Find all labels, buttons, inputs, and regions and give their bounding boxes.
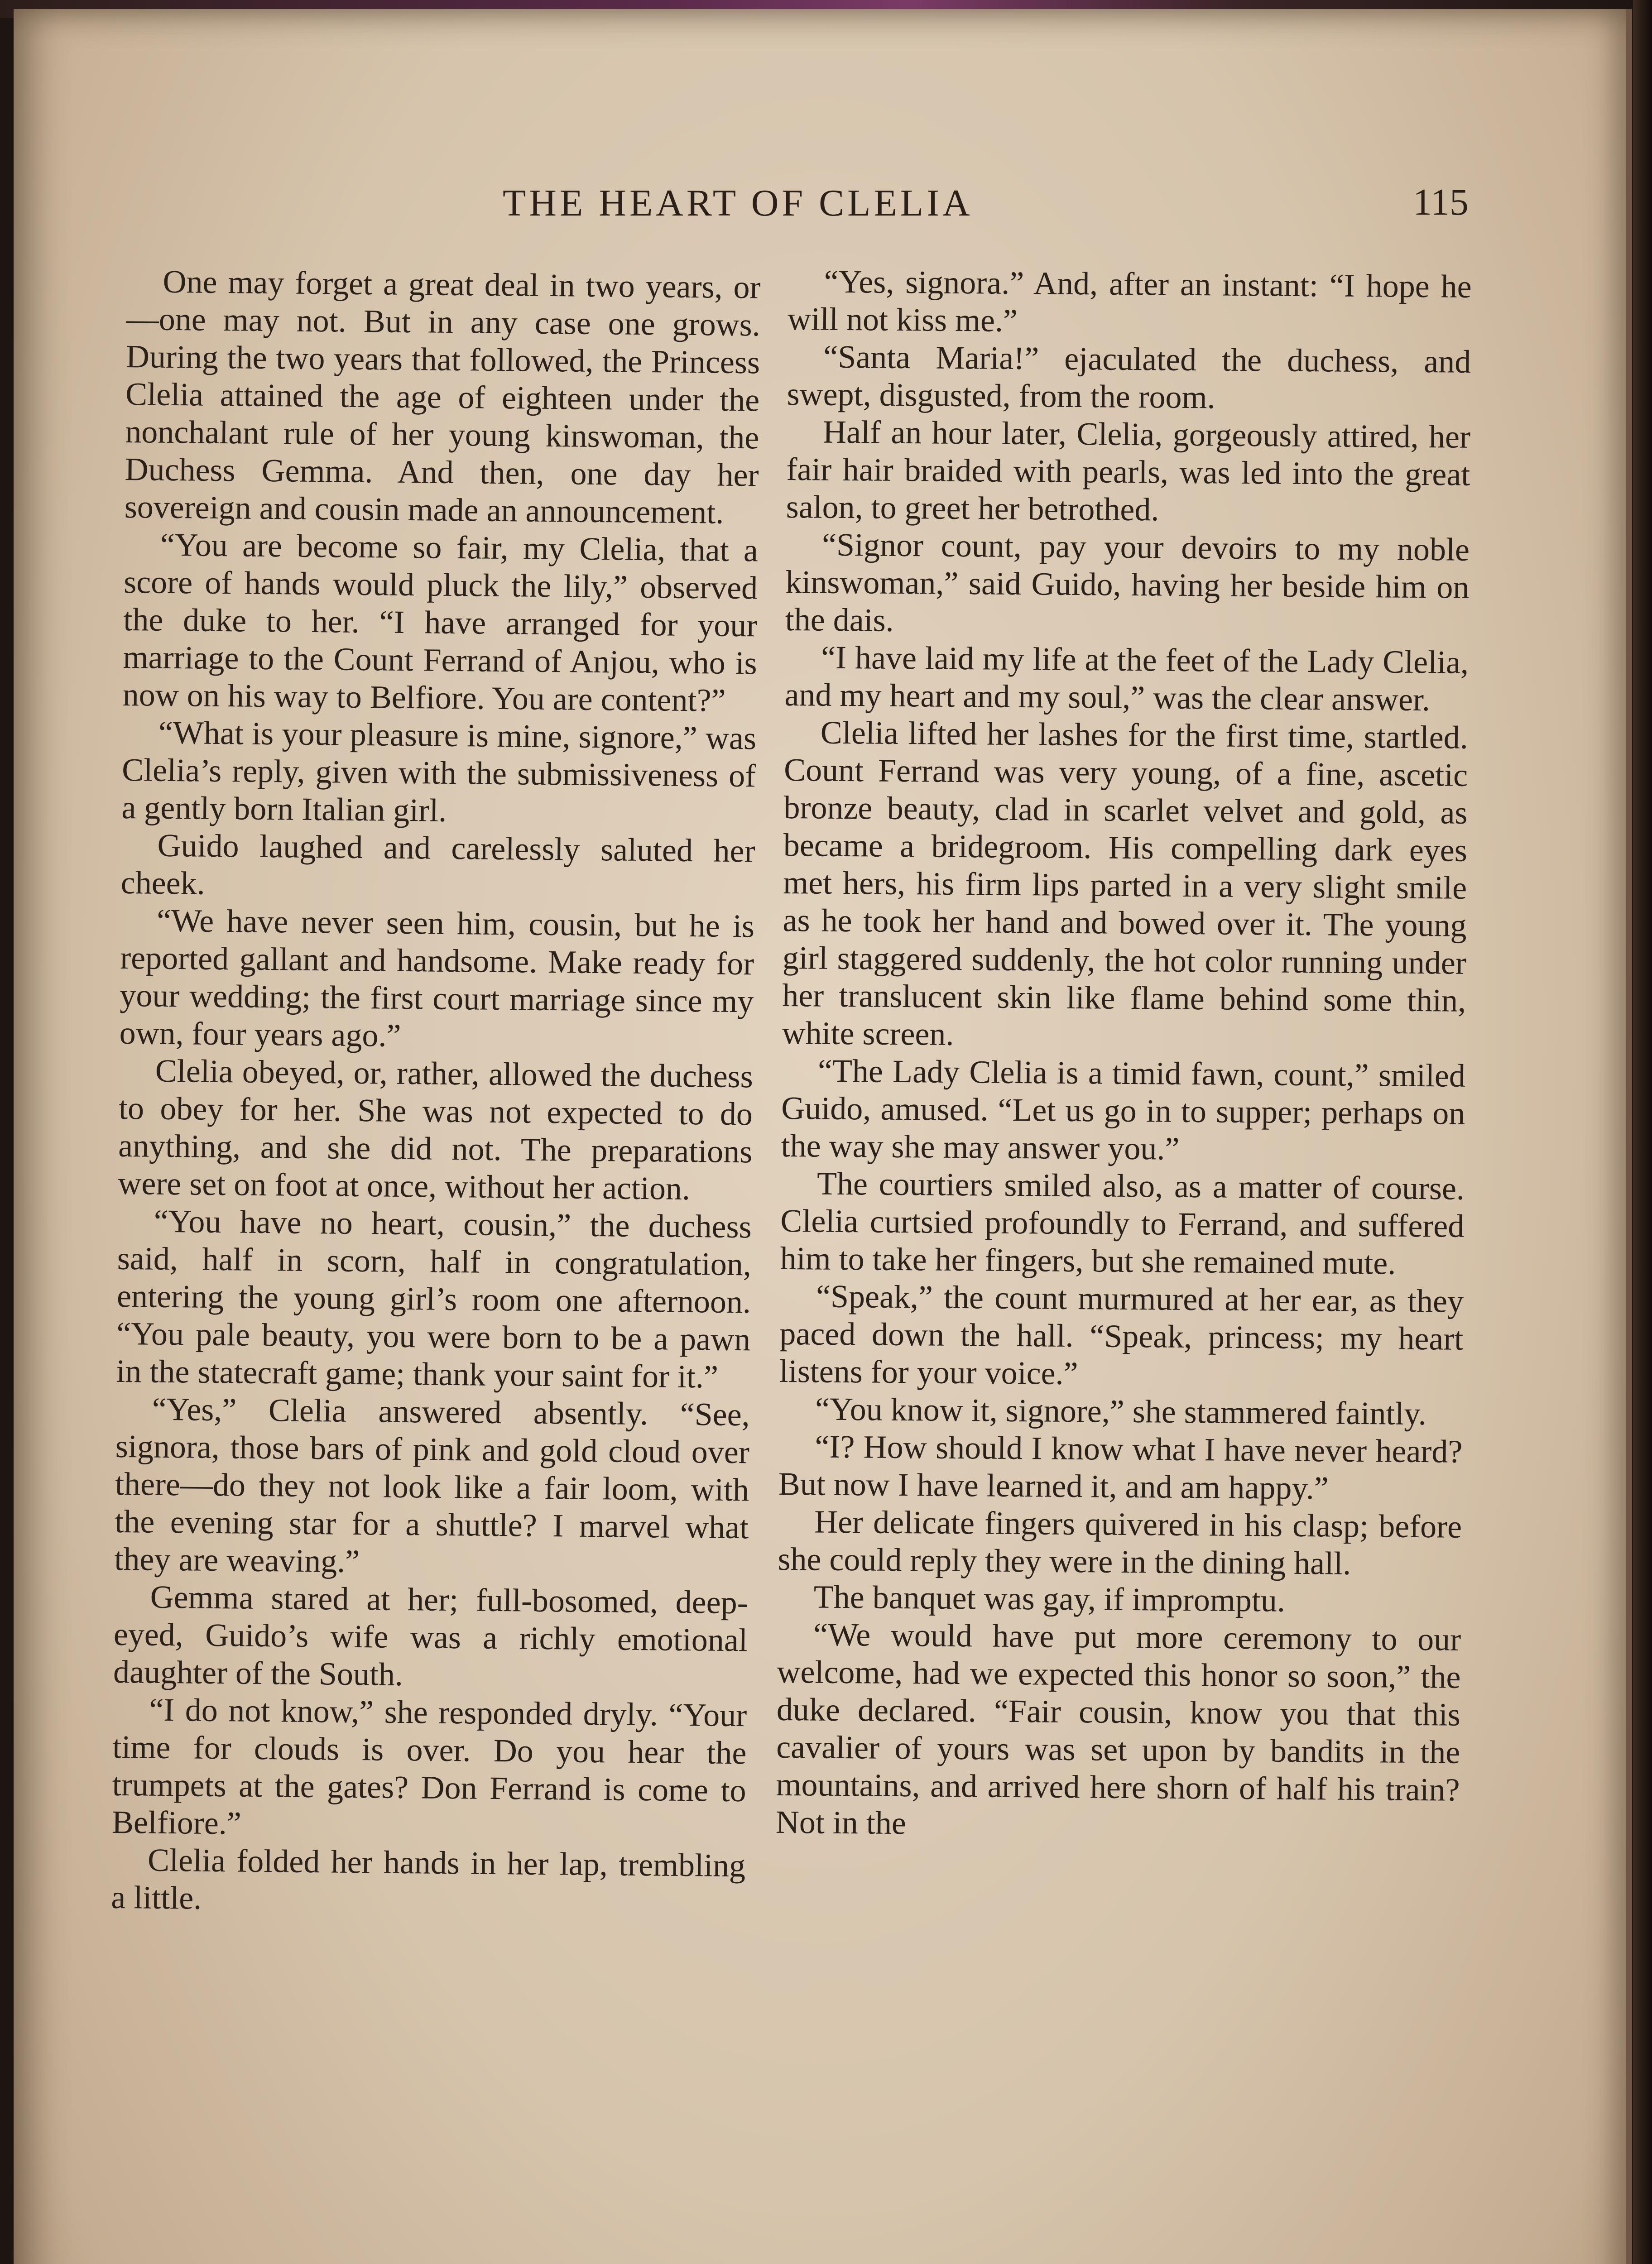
paragraph: “You are become so fair, my Clelia, that a score of hands would pluck the lily,” observed the duke to her. “I have arranged for your marriage to the Count Ferrand of Anjou, who is now on his way to Belfiore. You are content?” [122,526,759,719]
paragraph: Her delicate fingers quivered in his clasp; before she could reply they were in the dining hall. [778,1503,1462,1582]
running-title: THE HEART OF CLELIA [503,182,973,224]
paragraph: Clelia lifted her lashes for the first time, startled. Count Ferrand was very young, of a fine, ascetic bronze beauty, clad in scarlet velvet and gold, as became a bridegroom. His compelling dark eyes met hers, his firm lips parted in a very slight smile as he took her hand and bowed over it. The young girl staggered suddenly, the hot color running under her translucent skin like flame behind some thin, white screen. [782,714,1469,1052]
paragraph: “Signor count, pay your devoirs to my noble kinswoman,” said Guido, having her beside him on the dais. [785,526,1470,638]
book-binding-edge [1633,0,1652,2264]
paragraph: The banquet was gay, if impromptu. [813,1578,1286,1619]
paragraph: “We would have put more ceremony to our welcome, had we expected this honor so soon,” the duke declared. “Fair cousin, know you that this cavalier of yours was set upon by bandits in the mountains, and arrived here shorn of half his train? Not in the [775,1616,1461,1842]
book-page [14,9,1632,2264]
paragraph: “You know it, signore,” she stammered faintly. [815,1391,1427,1432]
page-number: 115 [1413,181,1469,223]
paragraph: “I have laid my life at the feet of the Lady Clelia, and my heart and my soul,” was the clear answer. [784,639,1469,718]
right-text-column [776,263,1472,1847]
paragraph: “You have no heart, cousin,” the duchess said, half in scorn, half in congratulation, entering the young girl’s room one afternoon. “You pale beauty, you were born to be a pawn in the statecraft game; thank your saint for it.” [116,1203,752,1395]
paragraph: “I do not know,” she responded dryly. “Your time for clouds is over. Do you hear the trumpets at the gates? Don Ferrand is come to Belfiore.” [111,1691,747,1842]
paragraph: “I? How should I know what I have never heard? But now I have learned it, and am happy.” [778,1428,1463,1506]
left-text-column [111,263,761,1922]
paragraph: Gemma stared at her; full-bosomed, deep-eyed, Guido’s wife was a richly emotional daughter of the South. [113,1578,749,1693]
paragraph: “We have never seen him, cousin, but he is reported gallant and handsome. Make ready for your wedding; the first court marriage since my own, four years ago.” [119,902,755,1054]
paragraph: The courtiers smiled also, as a matter of course. Clelia curtsied profoundly to Ferrand, and suffered him to take her fingers, but she remained mute. [780,1165,1465,1281]
paragraph: Clelia obeyed, or, rather, allowed the duchess to obey for her. She was not expected to do anything, and she did not. The preparations were set on foot at once, without her action. [118,1052,754,1207]
paragraph: “What is your pleasure is mine, signore,” was Clelia’s reply, given with the submissiveness of a gently born Italian girl. [121,714,757,829]
paragraph: One may forget a great deal in two years, or—one may not. But in any case one grows. During the two years that followed, the Princess Clelia attained the age of eighteen under the nonchalant rule of her young kinswoman, the Duchess Gemma. And then, one day her sovereign and cousin made an announcement. [124,263,761,531]
paragraph: Clelia folded her hands in her lap, trembling a little. [110,1842,746,1916]
paragraph: Half an hour later, Clelia, gorgeously attired, her fair hair braided with pearls, was led into the great salon, to greet her betrothed. [786,413,1471,528]
paragraph: “Speak,” the count murmured at her ear, as they paced down the hall. “Speak, princess; my heart listens for your voice.” [779,1278,1464,1392]
paragraph: Guido laughed and carelessly saluted her cheek. [120,827,755,902]
paragraph: “Santa Maria!” ejaculated the duchess, and swept, disgusted, from the room. [787,338,1471,416]
paragraph: “The Lady Clelia is a timid fawn, count,” smiled Guido, amused. “Let us go in to supper; perhaps on the way she may answer you.” [781,1052,1466,1167]
paragraph: “Yes, signora.” And, after an instant: “I hope he will not kiss me.” [787,263,1472,339]
paragraph: “Yes,” Clelia answered absently. “See, signora, those bars of pink and gold cloud over there—do they not look like a fair loom, with the evening star for a shuttle? I marvel what they are weaving.” [114,1391,750,1580]
